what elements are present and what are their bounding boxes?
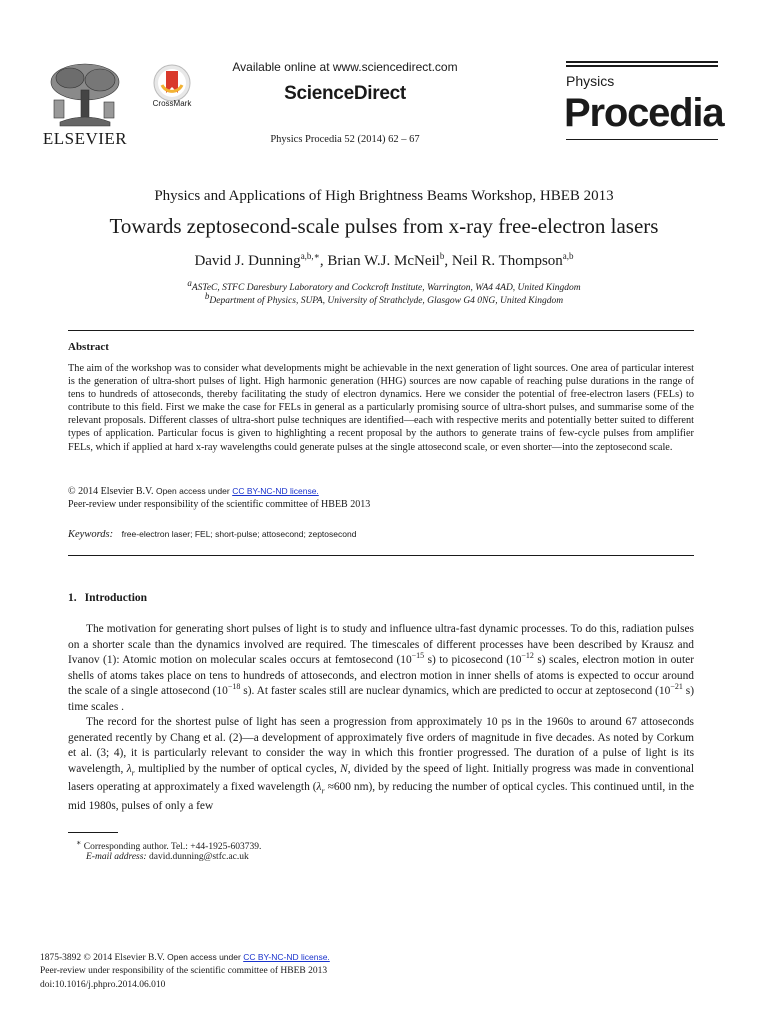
text-run: s). At faster scales still are nuclear dynamics, which are predicted to occur at zeptosecond (10	[240, 685, 671, 697]
text-run: s) scales, electron motion in outer shells of atoms takes place on tens to hundreds of attoseconds, and electron motion in inner shells of atoms is expected to occur around the scale of a single attosecond (10	[68, 654, 694, 697]
body-text	[68, 622, 694, 815]
text-run: s) to picosecond (10	[424, 654, 522, 666]
footer-doi[interactable]: doi:10.1016/j.phpro.2014.06.010	[40, 980, 166, 990]
author-affil-mark: b	[439, 251, 445, 261]
author-affil-mark: a,b,∗	[300, 251, 320, 261]
symbol-lambda: λ	[316, 781, 322, 794]
abstract-bottom-rule	[68, 555, 694, 556]
author-name: David J. Dunning	[194, 253, 301, 269]
email-label: E-mail address:	[86, 852, 147, 862]
copyright-line	[68, 486, 319, 497]
exponent: −15	[411, 651, 425, 661]
keywords-line	[68, 529, 356, 540]
footnote-mark: ∗	[76, 838, 82, 847]
author-affil-mark: a,b	[562, 251, 574, 261]
affiliation-text: Department of Physics, SUPA, University of Strathclyde, Glasgow G4 0NG, United Kingdom	[209, 296, 564, 307]
email-address[interactable]: david.dunning@stfc.ac.uk	[148, 852, 249, 862]
symbol-n: N	[340, 762, 348, 775]
license-link[interactable]: CC BY-NC-ND license.	[243, 952, 330, 962]
section-number: 1.	[68, 592, 77, 604]
paragraph-2	[68, 715, 694, 815]
text-run: ≈600 nm), by reducing the number of optical cycles. This continued until, in the mid 1980s, pulses of only a few	[68, 781, 694, 813]
abstract-text: The aim of the workshop was to consider what developments might be achievable in the next generation of light sources. One area of particular interest is the generation of ultra-short pulses of light. High harmonic generation (HHG) sources are now capable of reaching pulse durations in the range of tens to hundreds of attoseconds, thereby facilitating the study of electron dynamics. Here we consider the potential of free-electron lasers (FELs) to contribute to this field. First we make the case for FELs in general as a particularly promising source of ultra-short pulses, and summarise some of the relevant proposals. Different classes of ultra-short pulse techniques are identified—each with respective merits and potentially better suited to different types of application. Particular focus is given to highlighting a recent proposal by the authors to generate trains of few-cycle pulses from amplifier FELs, which if applied at hard x-ray wavelengths could generate pulses at the single attosecond scale, or even shorter—into the zeptosecond scale.	[68, 363, 694, 453]
journal-underline	[566, 139, 718, 140]
journal-header-rules	[566, 61, 718, 69]
peer-review-line: Peer-review under responsibility of the scientific committee of HBEB 2013	[68, 499, 371, 510]
author-name: Brian W.J. McNeil	[327, 253, 440, 269]
section-heading	[68, 592, 147, 604]
open-access-text: Open access under	[155, 486, 230, 496]
footer-peer-review: Peer-review under responsibility of the scientific committee of HBEB 2013	[40, 966, 328, 976]
article-title: Towards zeptosecond-scale pulses from x-ray free-electron lasers	[109, 214, 659, 238]
text-run: multiplied by the number of optical cycles,	[134, 762, 341, 775]
footnote-corresponding	[76, 838, 261, 852]
affiliation-text: ASTeC, STFC Daresbury Laboratory and Cockcroft Institute, Warrington, WA4 4AD, United Kingdom	[191, 283, 581, 294]
sciencedirect-logo: ScienceDirect	[284, 83, 406, 104]
abstract-top-rule	[68, 330, 694, 331]
corresponding-author-text: Corresponding author. Tel.: +44-1925-603739.	[83, 842, 262, 853]
journal-name-large: Procedia	[564, 91, 724, 135]
paragraph-1	[68, 622, 694, 715]
exponent: −18	[227, 682, 241, 692]
footer-copyright	[40, 952, 330, 963]
text-run: The motivation for generating short pulses of light is to study and influence ultra-fast dynamic processes. To do this, radiation pulses on a shorter scale than the dynamics involved are required. The timescales of different processes have been described by Krausz and Ivanov (1): Atomic motion on molecular scales occurs at femtosecond (10	[68, 623, 694, 666]
copyright-text: © 2014 Elsevier B.V.	[68, 486, 154, 497]
available-online-text: Available online at www.sciencedirect.com	[232, 60, 458, 74]
keywords-label: Keywords:	[68, 529, 114, 540]
symbol-lambda: λ	[126, 762, 132, 775]
affiliation-mark: a	[187, 278, 192, 288]
workshop-name: Physics and Applications of High Brightness Beams Workshop, HBEB 2013	[154, 188, 614, 204]
exponent: −12	[521, 651, 534, 661]
affiliation-mark: b	[204, 291, 210, 301]
text-run: , divided by the speed of light. Initially progress was made in conventional lasers operating at approximately a fixed wavelength (	[68, 762, 694, 794]
footnote-email	[86, 852, 249, 862]
journal-citation: Physics Procedia 52 (2014) 62 – 67	[270, 134, 420, 145]
subscript: r	[321, 786, 325, 796]
subscript: r	[131, 767, 135, 777]
journal-name-small: Physics	[566, 73, 615, 89]
open-access-text: Open access under	[167, 952, 241, 962]
keywords-list: free-electron laser; FEL; short-pulse; attosecond; zeptosecond	[121, 529, 357, 539]
elsevier-wordmark: ELSEVIER	[42, 129, 128, 148]
exponent: −21	[670, 682, 683, 692]
issn-copyright-text: 1875-3892 © 2014 Elsevier B.V.	[40, 953, 165, 963]
section-title: Introduction	[84, 592, 148, 604]
author-list: David J. Dunning$^{a,b,∗}$, Brian W.J. McNeil$^b$, Neil R. Thompson$^{a,b}$	[194, 251, 574, 269]
text-run: s) time scales .	[68, 685, 694, 713]
license-link[interactable]: CC BY-NC-ND license.	[232, 486, 319, 496]
text-run: The record for the shortest pulse of light has seen a progression from approximately 10 ps in the 1960s to around 67 attoseconds generated recently by Chang et al. (2)—a development of approximately five orders of magnitude in five decades. As noted by Corkum et al. (3; 4), it is particularly relevant to consider the way in which this frontier progressed. The duration of a pulse of light is its wavelength,	[68, 716, 694, 775]
crossmark-label: CrossMark	[152, 99, 192, 108]
footnote-rule	[68, 832, 118, 833]
abstract-heading: Abstract	[68, 341, 109, 353]
affiliation-b	[40, 291, 728, 306]
author-name: Neil R. Thompson	[451, 253, 563, 269]
